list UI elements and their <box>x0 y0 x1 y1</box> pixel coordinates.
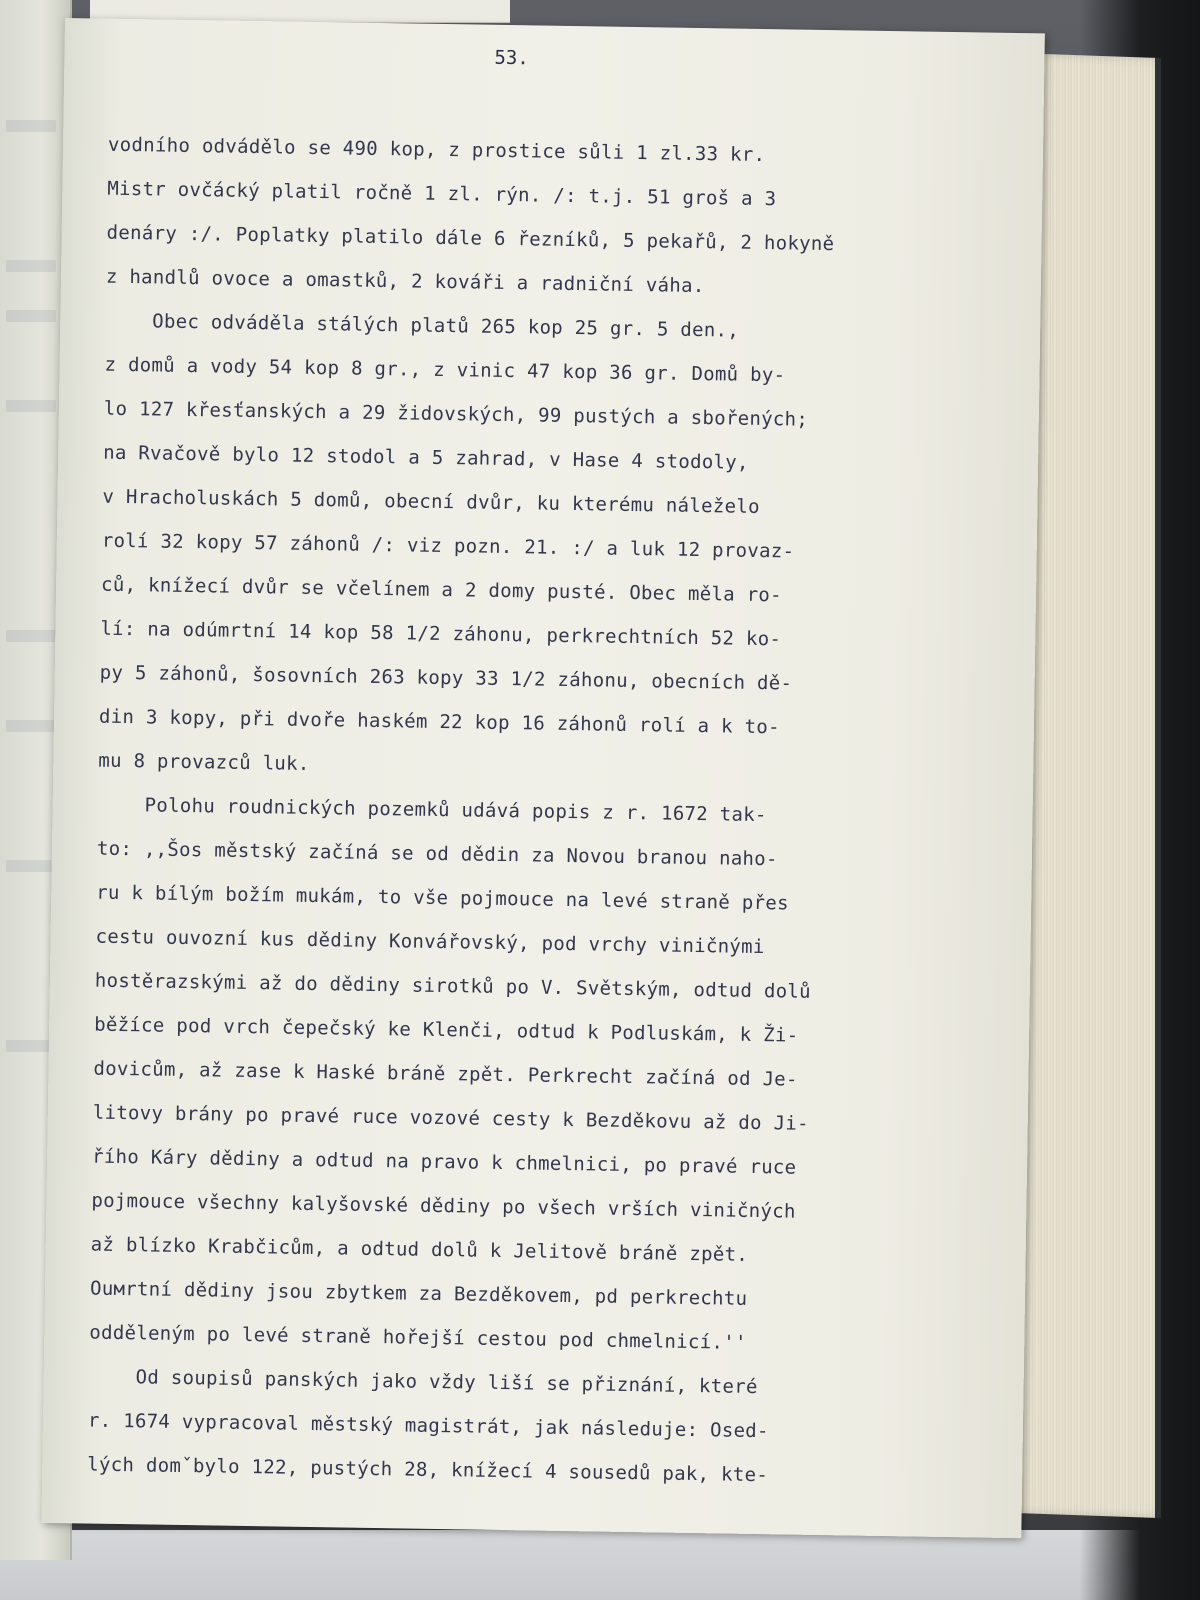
text-line: r. 1674 vypracoval městský magistrát, jak následuje: Osed- <box>87 1409 769 1443</box>
text-line: cestu ouvozní kus dědiny Konvářovský, pod vrchy viničnými <box>95 925 765 959</box>
text-line: Obec odváděla stálých platů 265 kop 25 gr. 5 den., <box>105 309 740 342</box>
table-surface <box>0 1530 1200 1600</box>
text-line: až blízko Krabčicům, a odtud dolů k Jelitově bráně zpět. <box>90 1233 749 1266</box>
text-line: běžíce pod vrch čepečský ke Klenči, odtud k Podluskám, k Ži- <box>94 1013 799 1047</box>
text-line: na Rvačově bylo 12 stodol a 5 zahrad, v Hase 4 stodoly, <box>103 441 749 474</box>
text-line: dovicům, až zase k Haské bráně zpět. Perkrecht začíná od Je- <box>93 1057 798 1091</box>
text-line: rolí 32 kopy 57 záhonů /: viz pozn. 21. :/ a luk 12 provaz- <box>101 529 795 563</box>
bleed-through-mark <box>6 120 56 132</box>
text-line: to: ,,Šos městský začíná se od dědin za Novou branou naho- <box>96 837 778 871</box>
page-number: 53. <box>494 46 529 70</box>
text-line: Polohu roudnických pozemků udává popis z r. 1672 tak- <box>97 793 767 827</box>
document-page <box>41 18 1045 1538</box>
text-line: din 3 kopy, při dvoře haském 22 kop 16 záhonů rolí a k to- <box>98 705 780 739</box>
text-line: odděleným po levé straně hořejší cestou pod chmelnicí.'' <box>89 1321 747 1354</box>
text-line: z domů a vody 54 kop 8 gr., z vinic 47 kop 36 gr. Domů by- <box>104 353 786 387</box>
text-line: ru k bílým božím mukám, to vše pojmouce na levé straně přes <box>96 881 789 915</box>
text-line: v Hracholuskách 5 domů, obecní dvůr, ku kterému náleželo <box>102 485 760 518</box>
bleed-through-mark <box>6 630 56 642</box>
text-line: říhо Káry dědiny a odtud na pravo k chmelnici, po pravé ruce <box>91 1145 797 1179</box>
text-line: pojmouce všechny kalyšovské dědiny po všech vrších viničných <box>91 1189 796 1223</box>
text-line: py 5 záhonů, šosovních 263 kopy 33 1/2 záhonu, obecních dě- <box>99 661 793 695</box>
text-line: lí: na odúmrtní 14 kop 58 1/2 záhonu, perkrechtních 52 ko- <box>100 617 782 651</box>
text-line: vodního odvádělo se 490 kop, z prostice sůli 1 zl.33 kr. <box>107 133 766 167</box>
text-line: Ouмrtní dědiny jsou zbytkem za Bezděkovem, pd perkrechtu <box>89 1277 748 1310</box>
bleed-through-mark <box>6 860 56 872</box>
text-line: ců, knížecí dvůr se včelínem a 2 domy pusté. Obec měla ro- <box>100 573 783 607</box>
bleed-through-mark <box>6 720 56 732</box>
bleed-through-mark <box>6 400 56 412</box>
text-line: lo 127 křesťanských a 29 židovských, 99 pustých a sbořených; <box>103 397 809 431</box>
text-line: z handlů ovoce a omastků, 2 kováři a radniční váha. <box>105 265 705 298</box>
bleed-through-mark <box>6 310 56 322</box>
text-line: lých domˇbylo 122, pustých 28, knížecí 4 sousedů pak, kte- <box>87 1453 769 1487</box>
text-line: Mistr ovčácký platil ročně 1 zl. rýn. /: t.j. 51 groš a 3 <box>107 177 777 211</box>
text-line: denáry :/. Poplatky platilo dále 6 řezníků, 5 pekařů, 2 hokyně <box>106 221 835 256</box>
text-line: mu 8 provazců luk. <box>98 749 310 775</box>
text-line: litovy brány po pravé ruce vozové cesty k Bezděkovu až do Ji- <box>92 1101 809 1135</box>
text-line: Od soupisů panských jako vždy liší se přiznání, které <box>88 1365 758 1399</box>
bleed-through-mark <box>6 260 56 272</box>
text-line: hostěrazskými až do dědiny sirotků po V. Světským, odtud dolů <box>94 969 812 1003</box>
